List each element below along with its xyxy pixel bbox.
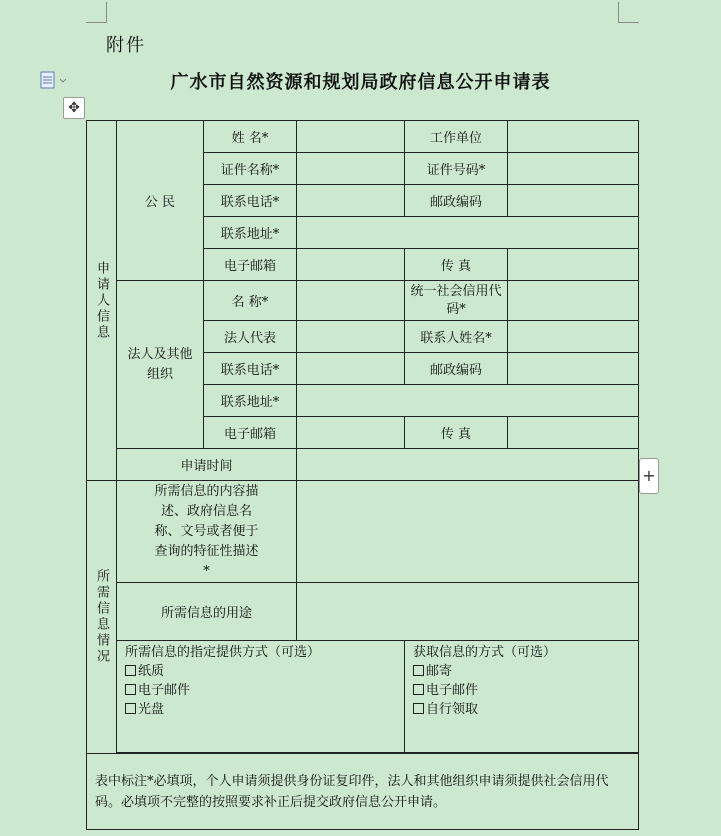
org-contact-name-field[interactable]	[508, 321, 639, 353]
citizen-id-name-field[interactable]	[297, 153, 405, 185]
citizen-employer-field[interactable]	[508, 121, 639, 153]
citizen-name-field[interactable]	[297, 121, 405, 153]
org-postcode-field[interactable]	[508, 353, 639, 385]
citizen-address-label: 联系地址*	[204, 217, 297, 249]
citizen-id-number-label: 证件号码*	[405, 153, 508, 185]
org-contact-name-label: 联系人姓名*	[405, 321, 508, 353]
applicant-section-label: 申请人信息	[87, 121, 117, 481]
org-address-label: 联系地址*	[204, 385, 297, 417]
org-address-field[interactable]	[297, 385, 639, 417]
org-fax-field[interactable]	[508, 417, 639, 449]
citizen-id-number-field[interactable]	[508, 153, 639, 185]
org-phone-label: 联系电话*	[204, 353, 297, 385]
citizen-id-name-label: 证件名称*	[204, 153, 297, 185]
citizen-phone-label: 联系电话*	[204, 185, 297, 217]
attachment-label: 附件	[106, 35, 146, 56]
provide-option-disc[interactable]: 光盘	[125, 700, 396, 719]
citizen-phone-field[interactable]	[297, 185, 405, 217]
org-postcode-label: 邮政编码	[405, 353, 508, 385]
info-description-label: 所需信息的内容描述、政府信息名称、文号或者便于查询的特征性描述*	[117, 481, 297, 583]
provide-option-paper[interactable]: 纸质	[125, 662, 396, 681]
crop-mark-top-left	[86, 2, 107, 23]
org-credit-code-field[interactable]	[508, 281, 639, 321]
citizen-group-label: 公 民	[117, 121, 204, 281]
obtain-method-cell	[405, 641, 639, 753]
application-form-table	[86, 120, 639, 830]
provide-option-email[interactable]: 电子邮件	[125, 681, 396, 700]
org-fax-label: 传 真	[405, 417, 508, 449]
citizen-email-field[interactable]	[297, 249, 405, 281]
provide-method-label: 所需信息的指定提供方式（可选）	[125, 645, 321, 660]
org-name-field[interactable]	[297, 281, 405, 321]
provide-method-cell	[117, 641, 405, 753]
checkbox-icon[interactable]	[125, 703, 136, 714]
citizen-postcode-field[interactable]	[508, 185, 639, 217]
org-credit-code-label: 统一社会信用代码*	[405, 281, 508, 321]
checkbox-icon[interactable]	[413, 665, 424, 676]
org-email-label: 电子邮箱	[204, 417, 297, 449]
checkbox-icon[interactable]	[125, 665, 136, 676]
checkbox-icon[interactable]	[413, 684, 424, 695]
citizen-fax-label: 传 真	[405, 249, 508, 281]
checkbox-icon[interactable]	[125, 684, 136, 695]
citizen-employer-label: 工作单位	[405, 121, 508, 153]
org-legal-rep-label: 法人代表	[204, 321, 297, 353]
info-section-label: 所需信息情况	[87, 481, 117, 754]
org-email-field[interactable]	[297, 417, 405, 449]
info-description-field[interactable]	[297, 481, 639, 583]
info-purpose-field[interactable]	[297, 583, 639, 641]
apply-time-label: 申请时间	[117, 449, 297, 481]
org-legal-rep-field[interactable]	[297, 321, 405, 353]
form-title: 广水市自然资源和规划局政府信息公开申请表	[170, 72, 551, 93]
info-purpose-label: 所需信息的用途	[117, 583, 297, 641]
checkbox-icon[interactable]	[413, 703, 424, 714]
citizen-fax-field[interactable]	[508, 249, 639, 281]
obtain-option-mail[interactable]: 邮寄	[413, 662, 630, 681]
add-column-icon[interactable]: +	[639, 458, 659, 494]
org-phone-field[interactable]	[297, 353, 405, 385]
crop-mark-top-right	[618, 2, 639, 23]
footnote: 表中标注*必填项，个人申请须提供身份证复印件，法人和其他组织申请须提供社会信用代码。必填项不完整的按照要求补正后提交政府信息公开申请。	[87, 754, 639, 830]
obtain-option-pickup[interactable]: 自行领取	[413, 700, 630, 719]
citizen-postcode-label: 邮政编码	[405, 185, 508, 217]
org-name-label: 名 称*	[204, 281, 297, 321]
obtain-method-label: 获取信息的方式（可选）	[413, 645, 557, 660]
table-move-handle-icon[interactable]: ✥	[63, 97, 85, 119]
citizen-name-label: 姓 名*	[204, 121, 297, 153]
org-group-label: 法人及其他组织	[117, 281, 204, 449]
obtain-option-email[interactable]: 电子邮件	[413, 681, 630, 700]
apply-time-field[interactable]	[297, 449, 639, 481]
citizen-address-field[interactable]	[297, 217, 639, 249]
citizen-email-label: 电子邮箱	[204, 249, 297, 281]
